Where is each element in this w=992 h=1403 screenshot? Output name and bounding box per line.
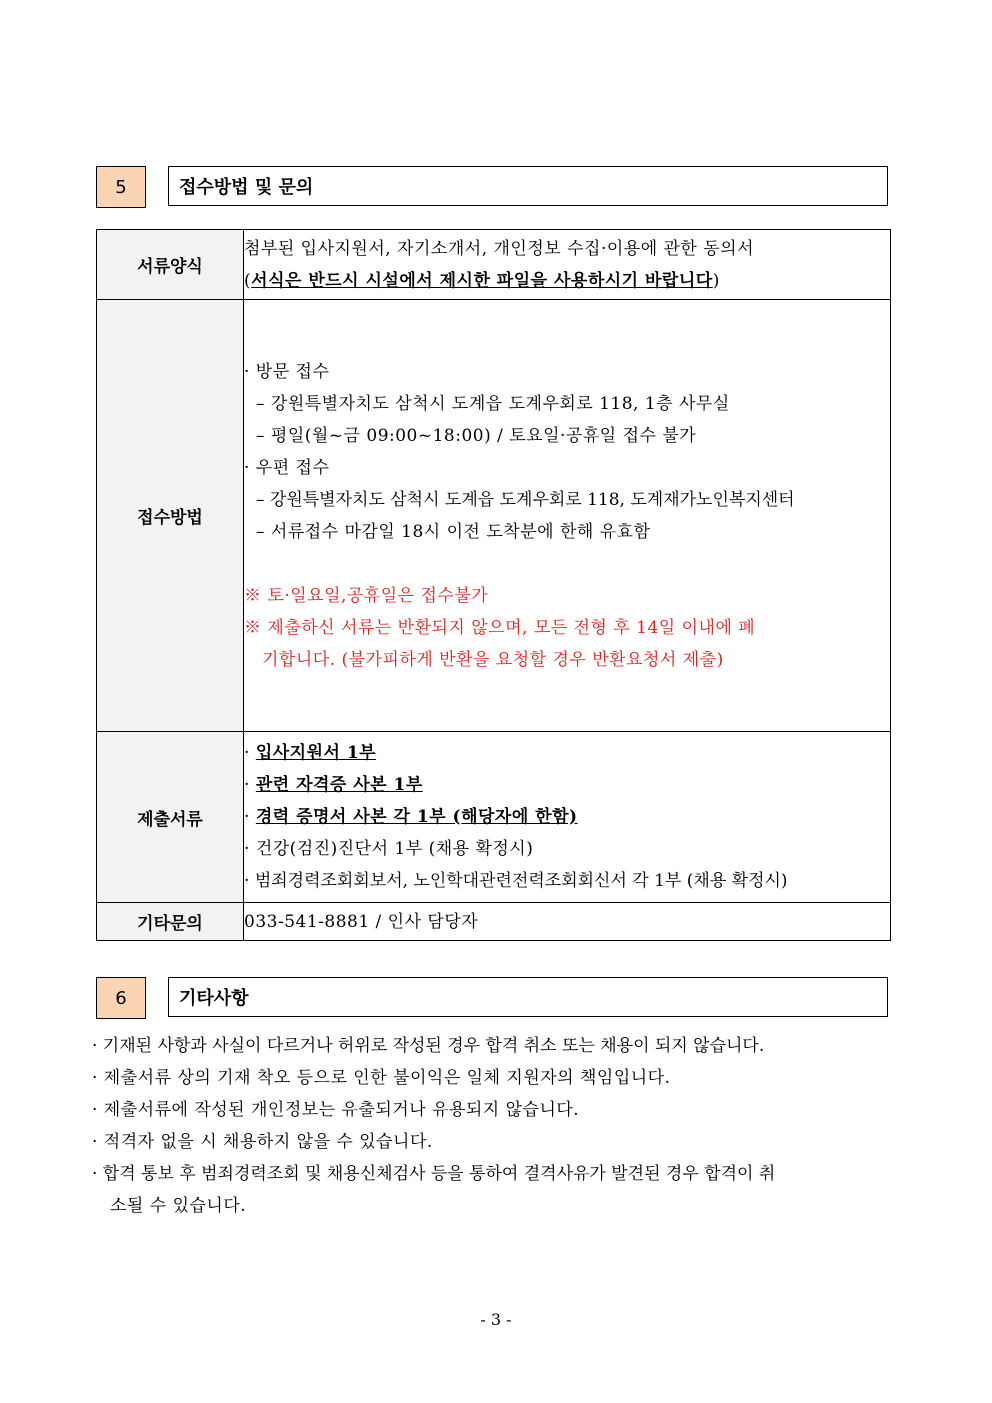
section-5-title: 접수방법 및 문의 [168, 166, 888, 206]
mail-deadline: – 서류접수 마감일 18시 이전 도착분에 한해 유효함 [256, 521, 651, 542]
doc-item-5 [244, 865, 890, 897]
other-notes [92, 1030, 902, 1222]
form-content [244, 230, 891, 300]
section-6-title: 기타사항 [168, 977, 888, 1017]
note-1: · 기재된 사항과 사실이 다르거나 허위로 작성된 경우 합격 취소 또는 채용이 되지 않습니다. [92, 1036, 765, 1056]
bullet: · [244, 807, 250, 827]
page-number: - 3 - [480, 1310, 512, 1329]
form-line-2 [244, 265, 890, 297]
mail-address: – 강원특별자치도 삼척시 도계읍 도계우회로 118, 도계재가노인복지센터 [256, 489, 795, 510]
visit-hours: – 평일(월~금 09:00~18:00) / 토요일·공휴일 접수 불가 [256, 425, 697, 446]
table-row-contact [97, 903, 891, 941]
section-5-number: 5 [96, 166, 146, 208]
doc-item-3-text: 경력 증명서 사본 각 1부 (해당자에 한함) [255, 807, 578, 827]
contact-value: 033-541-8881 / 인사 담당자 [244, 903, 891, 941]
bullet: · [244, 839, 250, 859]
note-5a: · 합격 통보 후 범죄경력조회 및 채용신체검사 등을 통하여 결격사유가 발견된 경우 합격이 취 [92, 1164, 776, 1184]
bullet: · [244, 743, 250, 763]
table-row-method [97, 300, 891, 732]
form-label: 서류양식 [97, 230, 244, 300]
application-info-table [96, 229, 891, 941]
note-4: · 적격자 없을 시 채용하지 않을 수 있습니다. [92, 1132, 433, 1152]
note-3: · 제출서류에 작성된 개인정보는 유출되거나 유용되지 않습니다. [92, 1100, 580, 1120]
table-row-form [97, 230, 891, 300]
spacer [244, 548, 890, 580]
section-5-header [96, 166, 890, 208]
docs-label: 제출서류 [97, 732, 244, 903]
doc-item-2 [244, 769, 890, 801]
section-6-header [96, 977, 890, 1019]
visit-title: · 방문 접수 [244, 361, 330, 382]
note-5b: 소될 수 있습니다. [110, 1196, 247, 1216]
bullet: · [244, 871, 250, 891]
notice-return-2: 기합니다. (불가피하게 반환을 요청할 경우 반환요청서 제출) [262, 649, 724, 670]
table-row-docs [97, 732, 891, 903]
doc-item-1-text: 입사지원서 1부 [255, 743, 377, 763]
form-paren-open: ( [244, 270, 252, 291]
bullet: · [244, 775, 250, 795]
form-emphasis: 서식은 반드시 시설에서 제시한 파일을 사용하시기 바랍니다 [251, 270, 713, 291]
method-content [244, 300, 891, 732]
section-6-number: 6 [96, 977, 146, 1019]
visit-address: – 강원특별자치도 삼척시 도계읍 도계우회로 118, 1층 사무실 [256, 393, 730, 414]
doc-item-4-text: 건강(검진)진단서 1부 (채용 확정시) [255, 839, 534, 859]
doc-item-1 [244, 737, 890, 769]
notice-return-1: ※ 제출하신 서류는 반환되지 않으며, 모든 전형 후 14일 이내에 폐 [244, 617, 756, 638]
mail-title: · 우편 접수 [244, 457, 330, 478]
note-2: · 제출서류 상의 기재 착오 등으로 인한 불이익은 일체 지원자의 책임입니다. [92, 1068, 671, 1088]
contact-label: 기타문의 [97, 903, 244, 941]
doc-item-2-text: 관련 자격증 사본 1부 [255, 775, 423, 795]
docs-content [244, 732, 891, 903]
form-paren-close: ) [712, 270, 720, 291]
method-label: 접수방법 [97, 300, 244, 732]
form-line-1: 첨부된 입사지원서, 자기소개서, 개인정보 수집·이용에 관한 동의서 [244, 238, 755, 259]
doc-item-5-text: 범죄경력조회회보서, 노인학대관련전력조회회신서 각 1부 (채용 확정시) [254, 871, 788, 891]
doc-item-3 [244, 801, 890, 833]
notice-weekend: ※ 토·일요일,공휴일은 접수불가 [244, 585, 489, 606]
doc-item-4 [244, 833, 890, 865]
